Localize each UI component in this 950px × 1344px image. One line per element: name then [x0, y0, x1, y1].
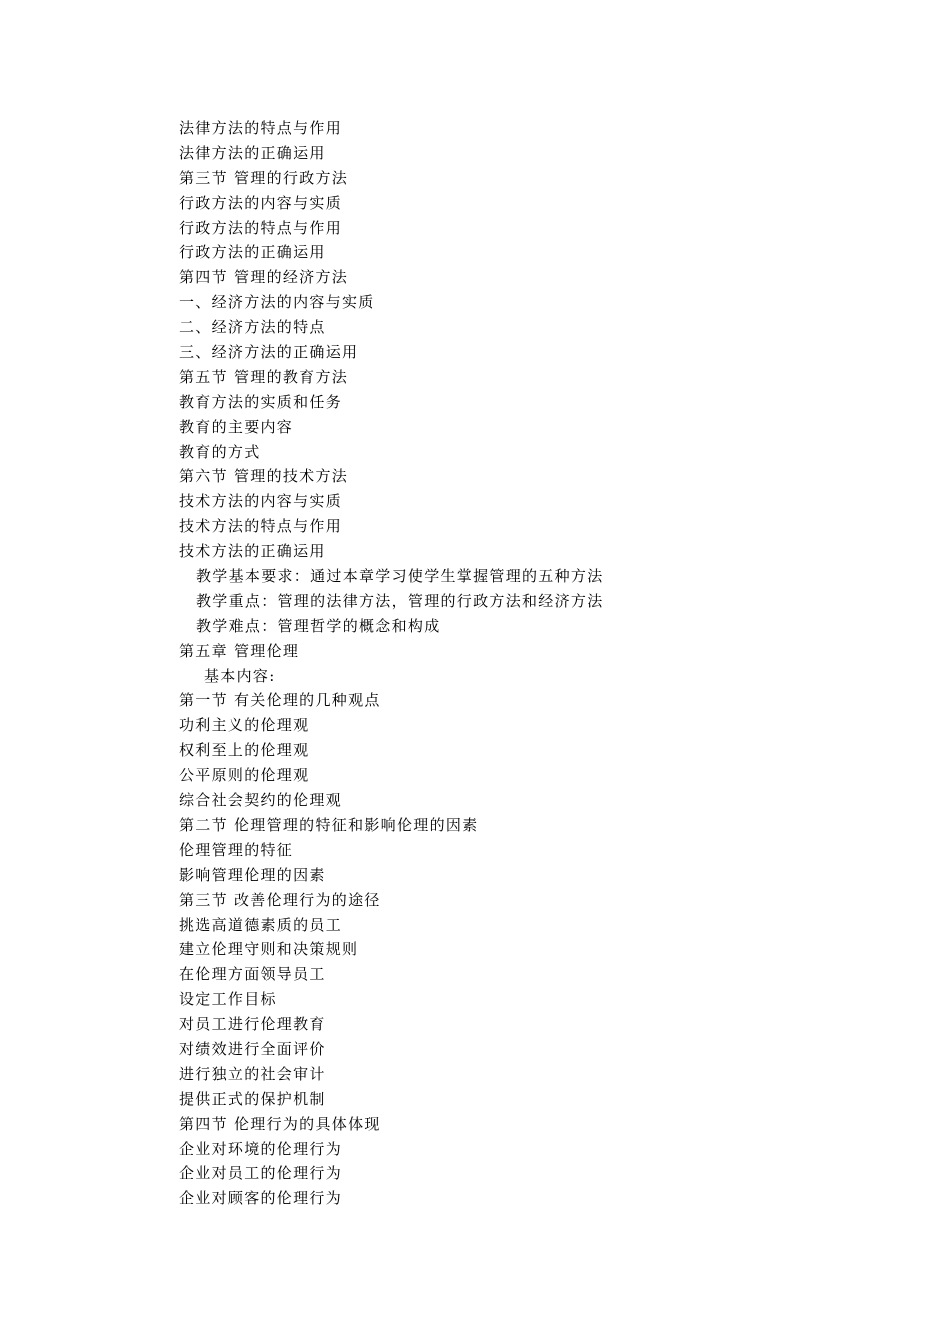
text-line: 技术方法的特点与作用	[179, 517, 343, 536]
text-line: 建立伦理守则和决策规则	[179, 940, 359, 959]
text-line: 第四节 伦理行为的具体体现	[179, 1114, 381, 1133]
text-line: 教学难点：管理哲学的概念和构成	[196, 616, 441, 635]
text-line: 第六节 管理的技术方法	[179, 467, 349, 486]
text-line: 提供正式的保护机制	[179, 1089, 326, 1108]
text-line: 企业对顾客的伦理行为	[179, 1189, 343, 1208]
text-line: 第三节 管理的行政方法	[179, 168, 349, 187]
document-body	[179, 116, 899, 1211]
text-line: 二、经济方法的特点	[179, 318, 326, 337]
text-line: 挑选高道德素质的员工	[179, 915, 343, 934]
text-line: 功利主义的伦理观	[179, 716, 310, 735]
text-line: 综合社会契约的伦理观	[179, 791, 343, 810]
text-line: 行政方法的特点与作用	[179, 218, 343, 237]
text-line: 技术方法的正确运用	[179, 542, 326, 561]
text-line: 技术方法的内容与实质	[179, 492, 343, 511]
text-line: 设定工作目标	[179, 990, 277, 1009]
text-line: 第三节 改善伦理行为的途径	[179, 890, 381, 909]
text-line: 基本内容:	[204, 666, 276, 685]
text-line: 伦理管理的特征	[179, 840, 294, 859]
text-line: 三、经济方法的正确运用	[179, 343, 359, 362]
text-line: 教育的主要内容	[179, 417, 294, 436]
text-line: 对员工进行伦理教育	[179, 1015, 326, 1034]
text-line: 教学重点：管理的法律方法，管理的行政方法和经济方法	[196, 591, 604, 610]
text-line: 法律方法的特点与作用	[179, 119, 343, 137]
text-line: 第二节 伦理管理的特征和影响伦理的因素	[179, 815, 479, 834]
text-line: 行政方法的内容与实质	[179, 193, 343, 212]
text-line: 企业对环境的伦理行为	[179, 1139, 343, 1158]
text-line: 第五节 管理的教育方法	[179, 367, 349, 386]
text-line: 第四节 管理的经济方法	[179, 268, 349, 287]
text-line: 公平原则的伦理观	[179, 766, 310, 785]
text-line: 进行独立的社会审计	[179, 1064, 326, 1083]
text-line: 教育的方式	[179, 442, 261, 461]
text-line: 在伦理方面领导员工	[179, 965, 326, 984]
text-line: 企业对员工的伦理行为	[179, 1164, 343, 1183]
text-line: 第一节 有关伦理的几种观点	[179, 691, 381, 710]
text-line: 第五章 管理伦理	[179, 641, 300, 660]
text-line: 法律方法的正确运用	[179, 143, 326, 162]
text-line: 教育方法的实质和任务	[179, 392, 343, 411]
text-line: 对绩效进行全面评价	[179, 1039, 326, 1058]
text-line: 权利至上的伦理观	[179, 741, 310, 760]
text-line: 教学基本要求：通过本章学习使学生掌握管理的五种方法	[196, 567, 604, 586]
text-line: 影响管理伦理的因素	[179, 865, 326, 884]
text-line: 行政方法的正确运用	[179, 243, 326, 262]
text-line: 一、经济方法的内容与实质	[179, 293, 375, 312]
